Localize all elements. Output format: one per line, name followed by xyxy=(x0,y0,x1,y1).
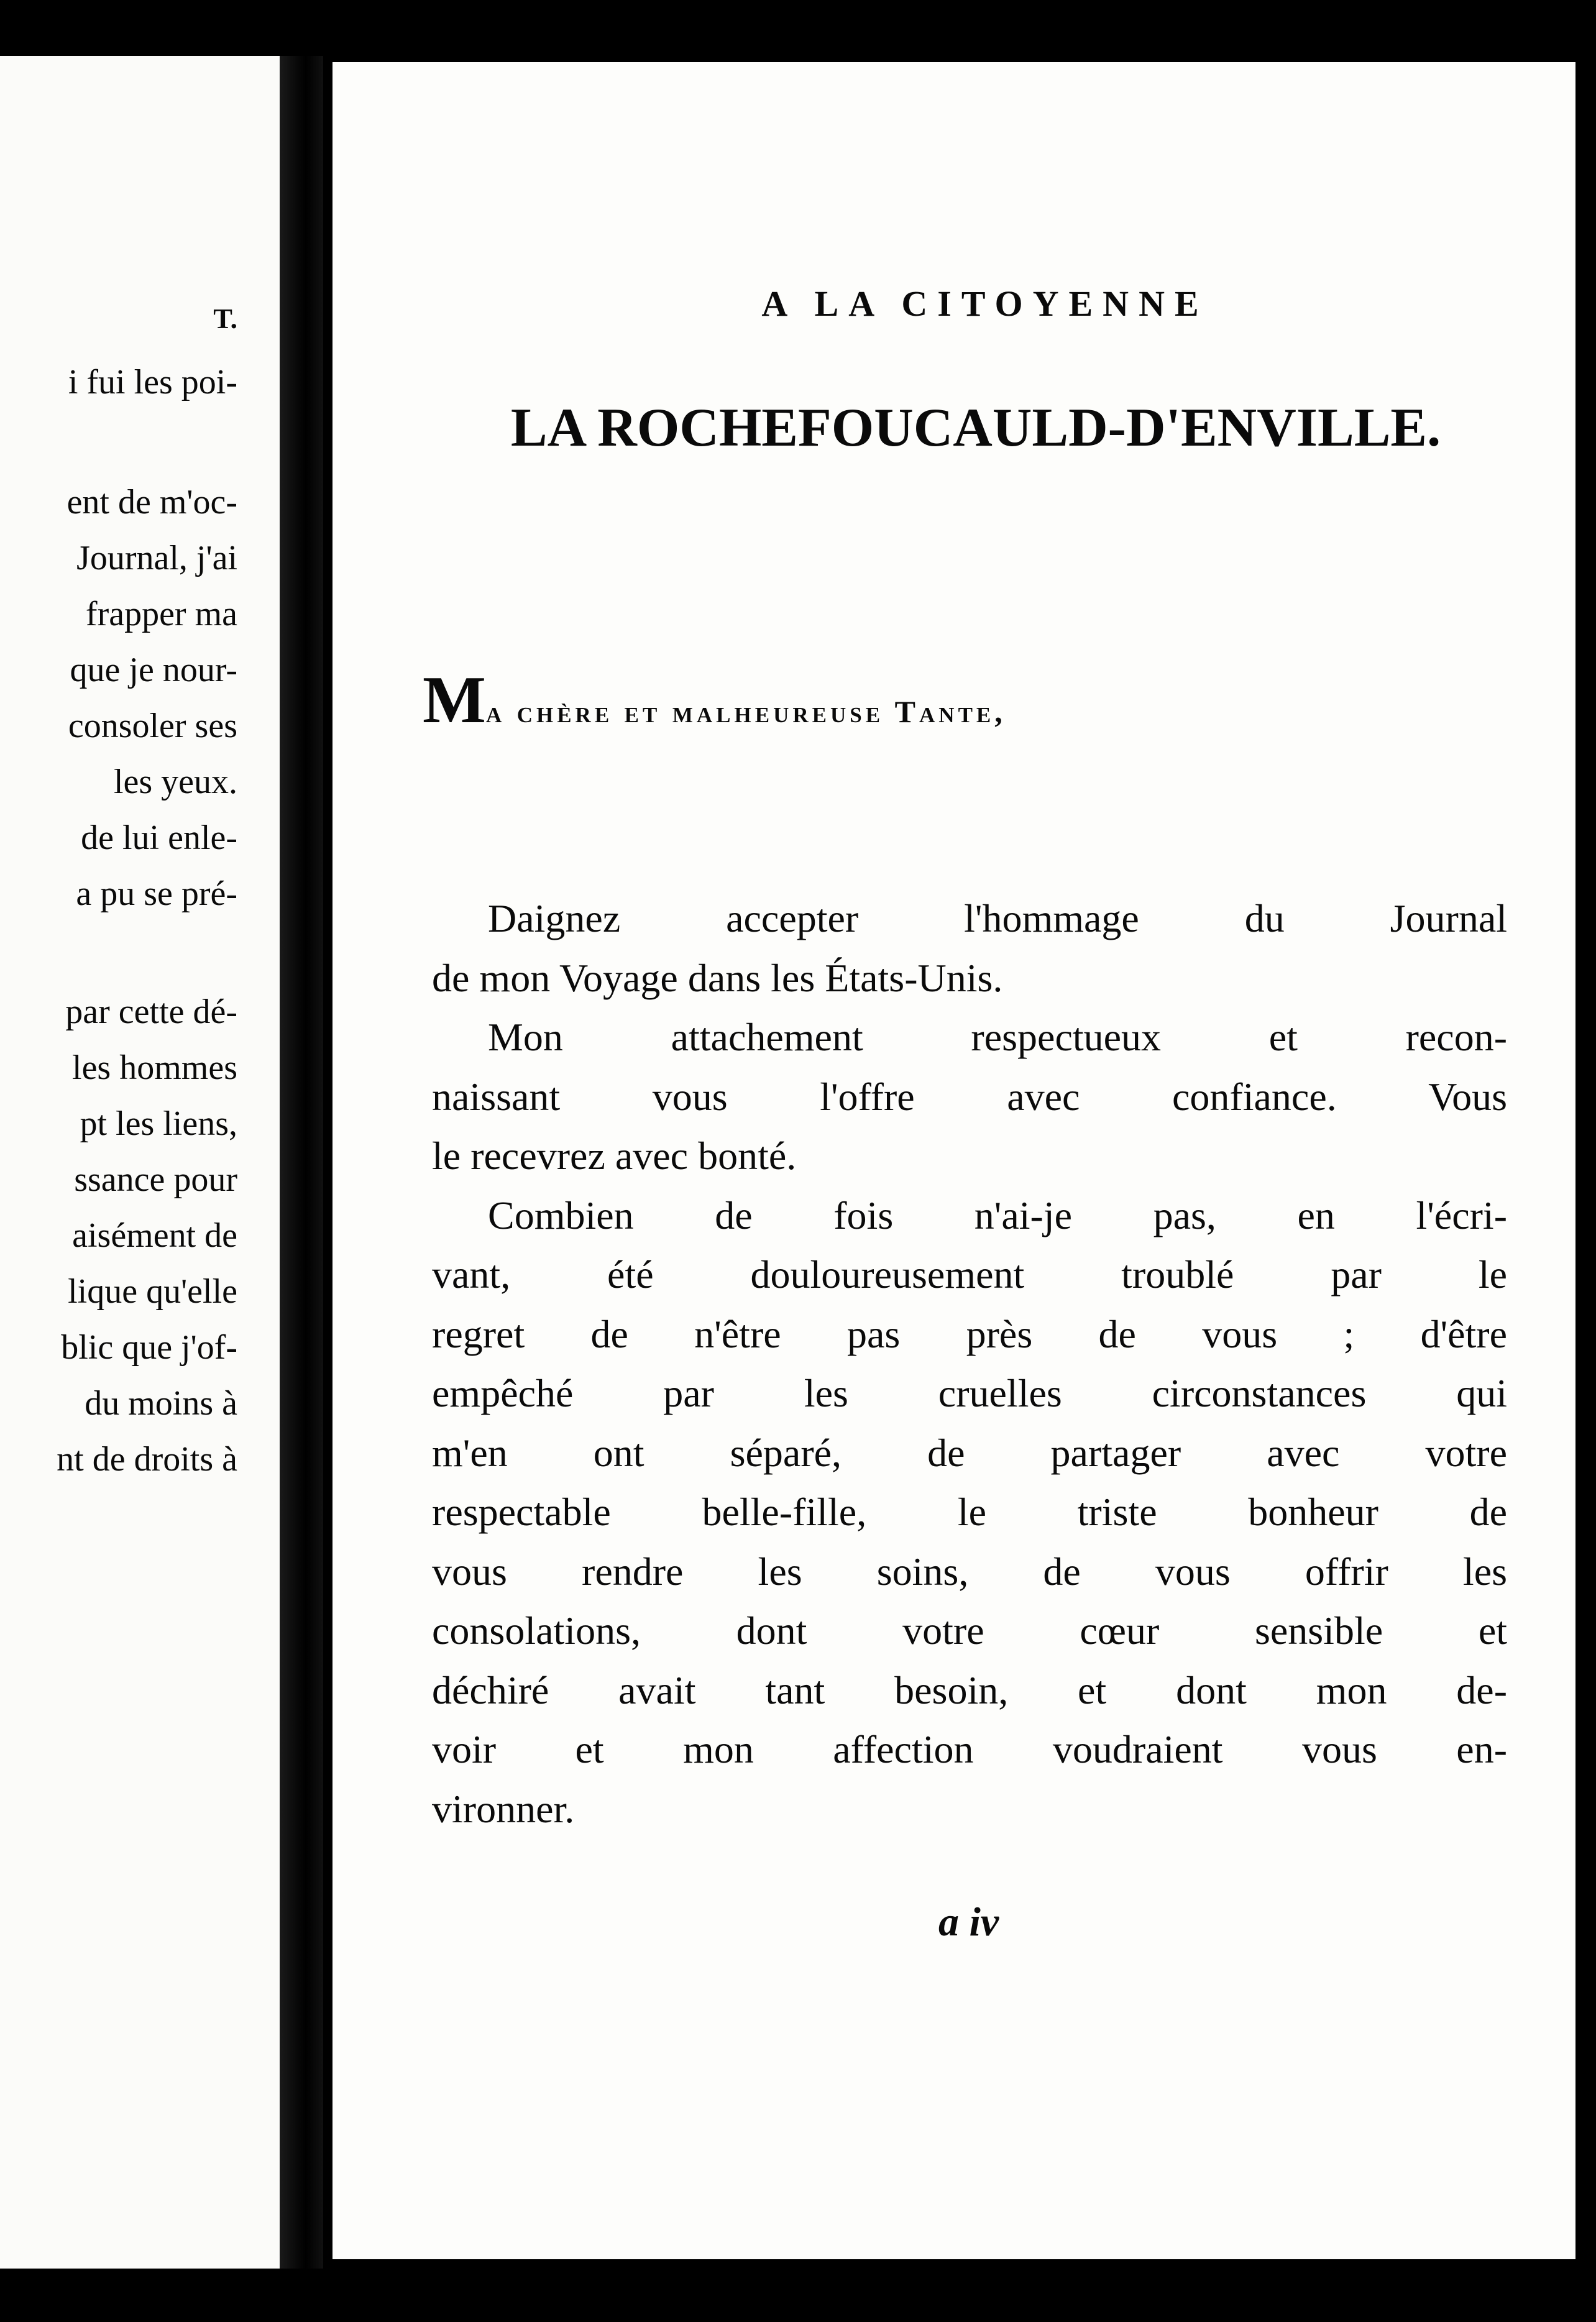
left-page-line: Journal, j'ai xyxy=(76,539,237,577)
salutation-text: a chère et malheureuse Tante, xyxy=(485,694,1006,729)
left-page-line: i fui les poi- xyxy=(68,363,237,402)
left-page-line: aisément de xyxy=(72,1216,237,1255)
body-line: consolations, dont votre cœur sensible et xyxy=(432,1608,1507,1653)
left-page-line: pt les liens, xyxy=(80,1104,237,1143)
left-page-line: de lui enle- xyxy=(81,819,237,857)
body-line: Combien de fois n'ai-je pas, en l'écri- xyxy=(488,1193,1507,1237)
left-page-line: frapper ma xyxy=(85,595,237,633)
body-line: vironner. xyxy=(432,1786,575,1831)
left-page-line: par cette dé- xyxy=(65,993,237,1031)
body-line: regret de n'être pas près de vous ; d'être xyxy=(432,1311,1507,1356)
left-page-line: consoler ses xyxy=(68,707,237,745)
left-page-line: les yeux. xyxy=(113,763,237,801)
left-page-line: ent de m'oc- xyxy=(66,483,237,521)
body-line: Daignez accepter l'hommage du Journal xyxy=(488,896,1507,940)
body-line: Mon attachement respectueux et recon- xyxy=(488,1015,1507,1059)
left-page-line: ssance pour xyxy=(74,1160,237,1199)
left-page-line: nt de droits à xyxy=(57,1440,237,1479)
body-line: empêché par les cruelles circonstances qui xyxy=(432,1371,1507,1415)
dedicatee-name: LA ROCHEFOUCAULD-D'ENVILLE. xyxy=(510,398,1441,458)
body-line: respectable belle-fille, le triste bonheur de xyxy=(432,1490,1507,1534)
dedication-line: A LA CITOYENNE xyxy=(761,283,1209,324)
book-gutter xyxy=(280,56,323,2269)
salutation-initial: M xyxy=(423,663,486,737)
body-text xyxy=(432,889,1507,1838)
body-line: voir et mon affection voudraient vous en- xyxy=(432,1727,1507,1771)
left-page-line: a pu se pré- xyxy=(76,874,237,913)
body-line: déchiré avait tant besoin, et dont mon de- xyxy=(432,1668,1507,1712)
signature-mark: a iv xyxy=(938,1899,999,1945)
right-page xyxy=(332,62,1575,2259)
left-page-line: lique qu'elle xyxy=(68,1272,237,1311)
left-page xyxy=(0,56,280,2269)
body-line: vant, été douloureusement troublé par le xyxy=(432,1252,1507,1296)
left-page-line: les hommes xyxy=(72,1049,237,1087)
left-page-line: blic que j'of- xyxy=(61,1328,237,1367)
body-line: m'en ont séparé, de partager avec votre xyxy=(432,1430,1507,1475)
left-page-header-fragment: T. xyxy=(213,303,237,334)
left-page-line: que je nour- xyxy=(70,651,237,689)
body-line: de mon Voyage dans les États-Unis. xyxy=(432,955,1003,1000)
body-line: vous rendre les soins, de vous offrir les xyxy=(432,1549,1507,1594)
salutation xyxy=(423,662,1541,739)
body-line: le recevrez avec bonté. xyxy=(432,1134,797,1178)
body-line: naissant vous l'offre avec confiance. Vous xyxy=(432,1074,1507,1119)
left-page-line: du moins à xyxy=(85,1384,237,1423)
